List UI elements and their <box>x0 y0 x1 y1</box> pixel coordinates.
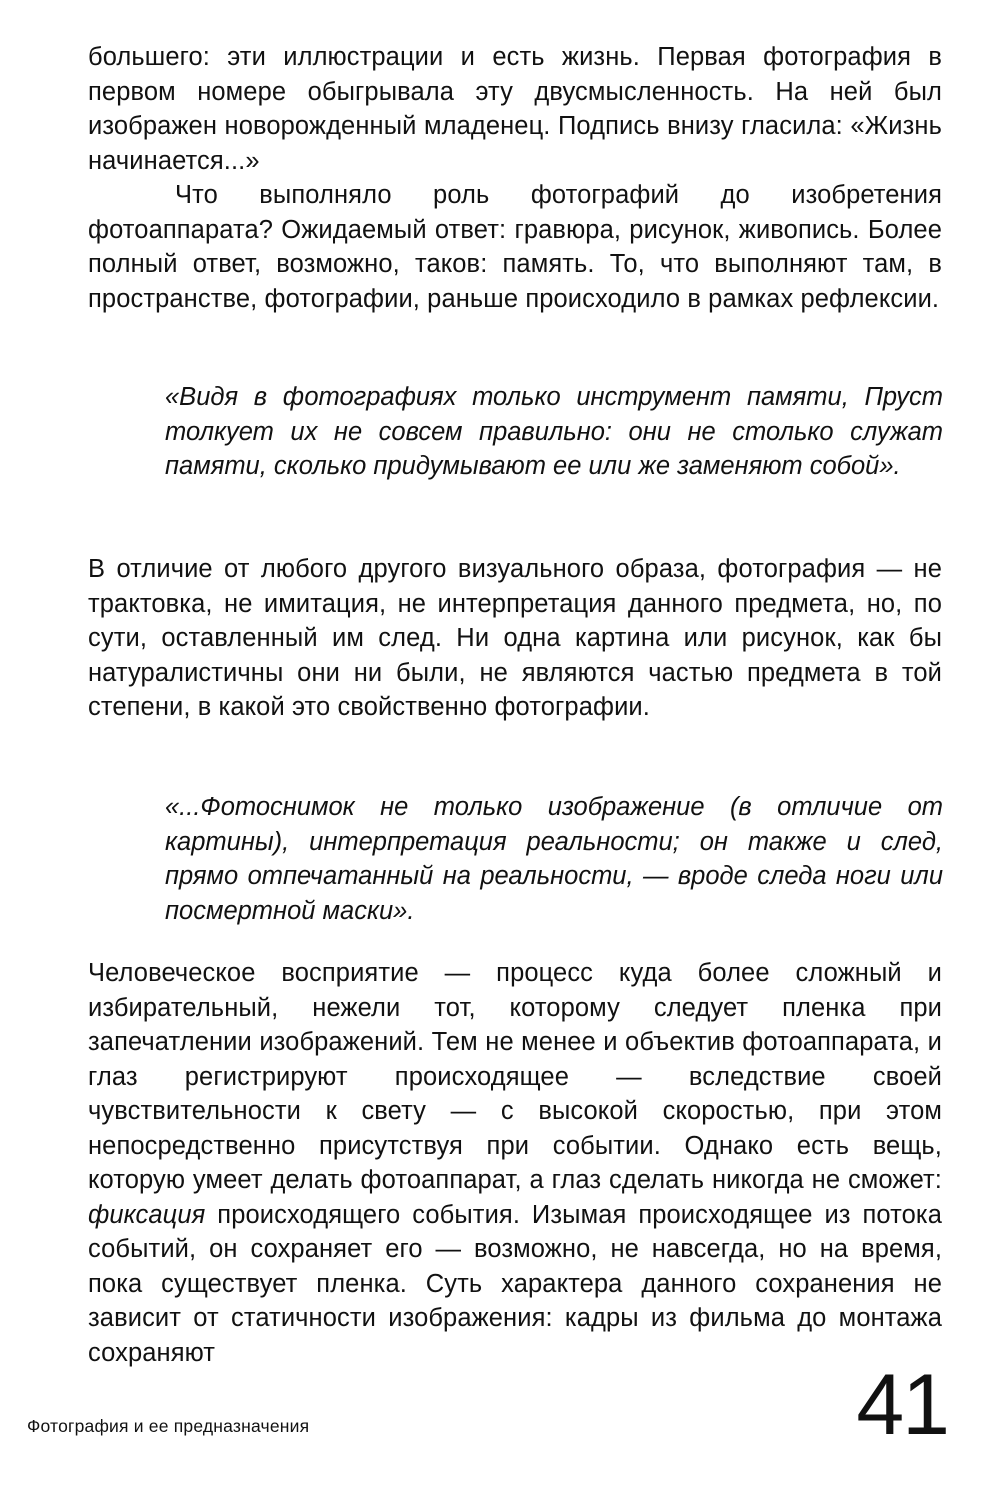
paragraph-perception-block <box>88 956 942 1370</box>
running-footer-title: Фотография и ее предназначения <box>27 1416 310 1436</box>
paragraph-continuation: большего: эти иллюстрации и есть жизнь. Первая фотография в первом номере обыгрывала эту двусмысленность. На ней был изображен новорожденный младенец. Подпись внизу гласила: «Жизнь начинается...» <box>88 43 942 175</box>
opening-paragraphs <box>88 40 942 316</box>
paragraph-perception <box>88 956 942 1370</box>
paragraph-trace-block <box>88 552 942 725</box>
paragraph-memory: Что выполняло роль фотографий до изобретения фотоаппарата? Ожидаемый ответ: гравюра, рисунок, живопись. Более полный ответ, возможно, таков: память. То, что выполняют там, в пространстве, фотографии, раньше происходило в рамках рефлексии. <box>88 181 942 313</box>
paragraph-trace: В отличие от любого другого визуального образа, фотография — не трактовка, не имитация, не интерпретация данного предмета, но, по сути, оставленный им след. Ни одна картина или рисунок, как бы натуралистичны они ни были, не являются частью предмета в той степени, в какой это свойственно фотографии. <box>88 555 942 721</box>
quote-proust: «Видя в фотографиях только инструмент памяти, Пруст толкует их не совсем правильно: они не столько служат памяти, сколько придумывают ее или же заменяют собой». <box>165 383 943 480</box>
emphasis-fixation: фиксация <box>88 1200 206 1229</box>
paragraph-perception-start: Человеческое восприятие — процесс куда более сложный и избирательный, нежели тот, которому следует пленка при запечатлении изображений. Тем не менее и объектив фотоаппарата, и глаз регистрируют происходящее — вследствие своей чувствительности к свету — с высокой скоростью, при этом непосредственно присутствуя при событии. Однако есть вещь, которую умеет делать фотоаппарат, а глаз сделать никогда не сможет: <box>88 959 942 1194</box>
paragraph-perception-end: происходящего события. Изымая происходящее из потока событий, он сохраняет его — возможно, не навсегда, но на время, пока существует пленка. Суть характера данного сохранения не зависит от статичности изображения: кадры из фильма до монтажа сохраняют <box>88 1200 942 1367</box>
page-number: 41 <box>856 1357 948 1453</box>
quote-photo-trace: «...Фотоснимок не только изображение (в отличие от картины), интерпретация реальности; он также и след, прямо отпечатанный на реальности, — вроде следа ноги или посмертной маски». <box>165 793 943 925</box>
